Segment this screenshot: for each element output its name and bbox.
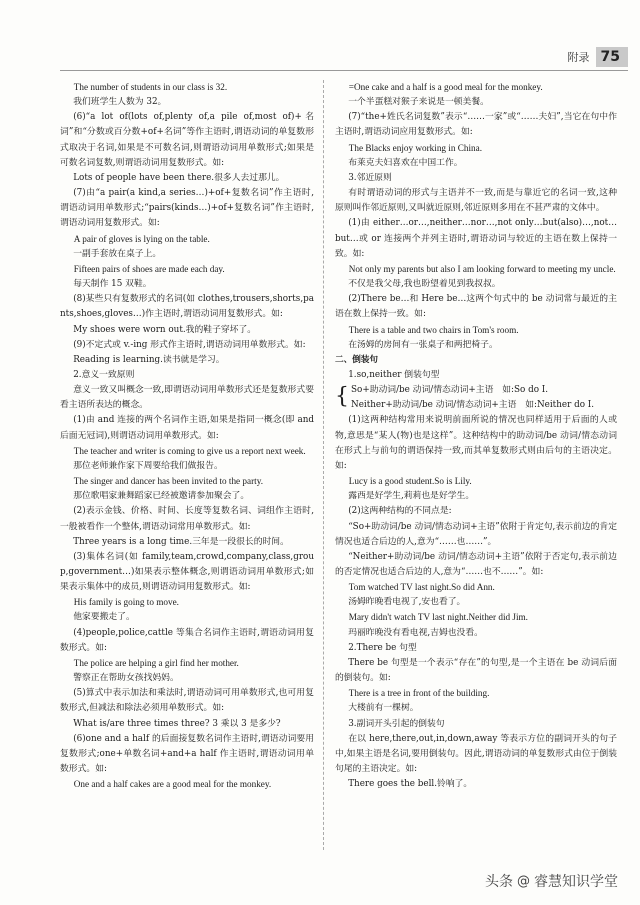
paragraph: One and a half cakes are a good meal for the monkey. bbox=[73, 779, 272, 790]
paragraph: (5)算式中表示加法和乘法时,谓语动词可用单数形式,也可用复数形式,但减法和除法必须用单数形式。如: bbox=[60, 688, 314, 714]
paragraph: 1.so,neither 倒装句型 bbox=[348, 369, 440, 380]
paragraph: The Blacks enjoy working in China. bbox=[348, 142, 482, 153]
paragraph: 我们班学生人数为 32。 bbox=[73, 97, 167, 108]
paragraph: 意义一致又叫概念一致,即谓语动词用单数形式还是复数形式要看主语所表达的概念。 bbox=[60, 385, 314, 411]
paragraph: 警察正在帮助女孩找妈妈。 bbox=[73, 673, 179, 684]
paragraph: There goes the bell.铃响了。 bbox=[348, 779, 473, 790]
paragraph: 露西是好学生,莉莉也是好学生。 bbox=[348, 491, 475, 502]
paragraph: The number of students in our class is 32. bbox=[73, 82, 228, 92]
paragraph: 3.邻近原则 bbox=[348, 172, 392, 183]
paragraph: There is a table and two chairs in Tom's room. bbox=[348, 324, 519, 335]
paragraph: 2.There be 句型 bbox=[348, 642, 417, 653]
paragraph: 玛丽昨晚没有看电视,吉姆也没看。 bbox=[348, 627, 483, 638]
paragraph: 不仅是我父母,我也盼望着见到我叔叔。 bbox=[348, 279, 501, 290]
pattern-brace: { So+助动词/be 动词/情态动词+主语 如:So do I. Neither+助动词/be 动词/情态动词+主语 如:Neither do I. bbox=[335, 383, 617, 413]
paragraph: 汤姆昨晚看电视了,安也看了。 bbox=[348, 597, 466, 608]
paragraph: (6)“a lot of(lots of,plenty of,a pile of,most of)+名词”和“分数或百分数+of+名词”等作主语时,谓语动词的单复数形式取决于名词,如果是不可数名词,则谓语动词用单数形式;如果是可数名词复数,则谓语动词用复数形式。如: bbox=[60, 112, 314, 168]
paragraph: 他家要搬走了。 bbox=[73, 612, 135, 623]
paragraph: 3.副词开头引起的倒装句 bbox=[348, 718, 445, 729]
paragraph: (1)由 either…or…,neither…nor…,not only…but(also)…,not…but…或 or 连接两个并列主语时,谓语动词与较近的主语在数上保持一致。如: bbox=[335, 218, 617, 259]
paragraph: (6)one and a half 的后面接复数名词作主语时,谓语动词要用复数形式;one+单数名词+and+a half 作主语时,谓语动词用单数形式。如: bbox=[60, 733, 314, 775]
paragraph: 每天制作 15 双鞋。 bbox=[73, 279, 152, 290]
paragraph: 大楼前有一棵树。 bbox=[348, 703, 419, 714]
paragraph: There be 句型是一个表示“存在”的句型,是一个主语在 be 动词后面的倒装句。如: bbox=[335, 657, 617, 684]
paragraph: 那位歌唱家兼舞蹈家已经被邀请参加聚会了。 bbox=[73, 491, 250, 502]
paragraph: A pair of gloves is lying on the table. bbox=[73, 233, 210, 244]
paragraph: 有时谓语动词的形式与主语并不一致,而是与靠近它的名词一致,这种原则叫作邻近原则,又叫就近原则,邻近原则多用在不甚严肃的文体中。 bbox=[335, 188, 617, 214]
paragraph: 在以 here,there,out,in,down,away 等表示方位的副词开头的句子中,如果主语是名词,要用倒装句。因此,谓语动词的单复数形式由位于倒装句尾的主语决定。如: bbox=[335, 733, 617, 775]
paragraph: The singer and dancer has been invited to the party. bbox=[73, 476, 264, 487]
paragraph: Reading is learning.读书就是学习。 bbox=[73, 354, 225, 365]
paragraph: The teacher and writer is coming to give us a report next week. bbox=[73, 445, 306, 456]
section-label: 附录 bbox=[567, 51, 590, 64]
paragraph: Three years is a long time.三年是一段很长的时间。 bbox=[73, 536, 289, 547]
paragraph: (9)不定式或 v.-ing 形式作主语时,谓语动词用单数形式。如: bbox=[73, 339, 306, 350]
paragraph: 一副手套放在桌子上。 bbox=[73, 248, 162, 259]
paragraph: (2)这两种结构的不同点是: bbox=[348, 506, 452, 517]
paragraph: What is/are three times three? 3 乘以 3 是多少? bbox=[73, 718, 281, 729]
paragraph: Lots of people have been there.很多人去过那儿。 bbox=[73, 172, 285, 183]
right-column bbox=[335, 80, 617, 792]
paragraph: Not only my parents but also I am looking forward to meeting my uncle. bbox=[348, 263, 616, 274]
paragraph: (3)集体名词(如 family,team,crowd,company,class,group,government…)如果表示整体概念,则谓语动词用单数形式;如果表示集体中的成员,则谓语动词用复数形式。如: bbox=[60, 551, 314, 593]
watermark: 头条 @ 睿慧知识学堂 bbox=[485, 873, 618, 890]
paragraph: 在汤姆的房间有一张桌子和两把椅子。 bbox=[348, 339, 498, 350]
paragraph: (7)“the+姓氏名词复数”表示“……一家”或“……夫妇”,当它在句中作主语时,谓语动词应用复数形式。如: bbox=[335, 112, 617, 138]
paragraph: Mary didn't watch TV last night.Neither did Jim. bbox=[348, 612, 528, 623]
page-header bbox=[568, 44, 628, 70]
left-column bbox=[60, 80, 314, 792]
paragraph: (1)由 and 连接的两个名词作主语,如果是指同一概念(即 and 后面无冠词),则谓语动词用单数形式。如: bbox=[60, 415, 314, 441]
pattern-so: So+助动词/be 动词/情态动词+主语 如:So do I. bbox=[351, 385, 549, 396]
paragraph: (4)people,police,cattle 等集合名词作主语时,谓语动词用复数形式。如: bbox=[60, 627, 314, 653]
paragraph: 那位老师兼作家下周要给我们做报告。 bbox=[73, 460, 223, 471]
paragraph: “Neither+助动词/be 动词/情态动词+主语”依附于否定句,表示前边的否定情况也适合后边的人,意为“……也不……”。如: bbox=[335, 551, 617, 577]
paragraph: Tom watched TV last night.So did Ann. bbox=[348, 582, 495, 593]
column-divider bbox=[323, 80, 324, 850]
paragraph: 布莱克夫妇喜欢在中国工作。 bbox=[348, 157, 463, 168]
paragraph: (2)There be…和 Here be…这两个句式中的 be 动词常与最近的主语在数上保持一致。如: bbox=[335, 294, 617, 320]
pattern-neither: Neither+助动词/be 动词/情态动词+主语 如:Neither do I. bbox=[351, 400, 595, 411]
paragraph: 2.意义一致原则 bbox=[73, 369, 135, 380]
paragraph: (2)表示金钱、价格、时间、长度等复数名词、词组作主语时,一般被看作一个整体,谓语动词常用单数形式。如: bbox=[60, 506, 314, 532]
paragraph: 一个半蛋糕对猴子来说是一顿美餐。 bbox=[348, 97, 489, 108]
paragraph: My shoes were worn out.我的鞋子穿坏了。 bbox=[73, 324, 257, 335]
paragraph: Fifteen pairs of shoes are made each day. bbox=[73, 263, 225, 274]
header-rule bbox=[60, 70, 628, 71]
paragraph: (1)这两种结构常用来说明前面所说的情况也同样适用于后面的人或物,意思是“某人(物)也是这样”。这种结构中的助动词/be 动词/情态动词在形式上与前句的谓语保持一致,而其单复数形式则由后句的主语决定。如: bbox=[335, 415, 617, 471]
paragraph: Lucy is a good student.So is Lily. bbox=[348, 476, 472, 487]
paragraph: (8)某些只有复数形式的名词(如 clothes,trousers,shorts,pants,shoes,gloves…)作主语时,谓语动词用复数形式。如: bbox=[60, 294, 314, 320]
page-number: 75 bbox=[596, 47, 628, 67]
paragraph: =One cake and a half is a good meal for the monkey. bbox=[348, 82, 543, 92]
paragraph: His family is going to move. bbox=[73, 597, 179, 608]
paragraph: “So+助动词/be 动词/情态动词+主语”依附于肯定句,表示前边的肯定情况也适合后边的人,意为“……也……”。 bbox=[335, 521, 617, 547]
paragraph: There is a tree in front of the building. bbox=[348, 688, 490, 699]
paragraph: The police are helping a girl find her mother. bbox=[73, 657, 239, 668]
paragraph: 二、倒装句 bbox=[335, 354, 378, 365]
paragraph: (7)由“a pair(a kind,a series…)+of+复数名词”作主语时,谓语动词用单数形式;“pairs(kinds…)+of+复数名词”作主语时,谓语动词用复数形式。如: bbox=[60, 188, 314, 229]
